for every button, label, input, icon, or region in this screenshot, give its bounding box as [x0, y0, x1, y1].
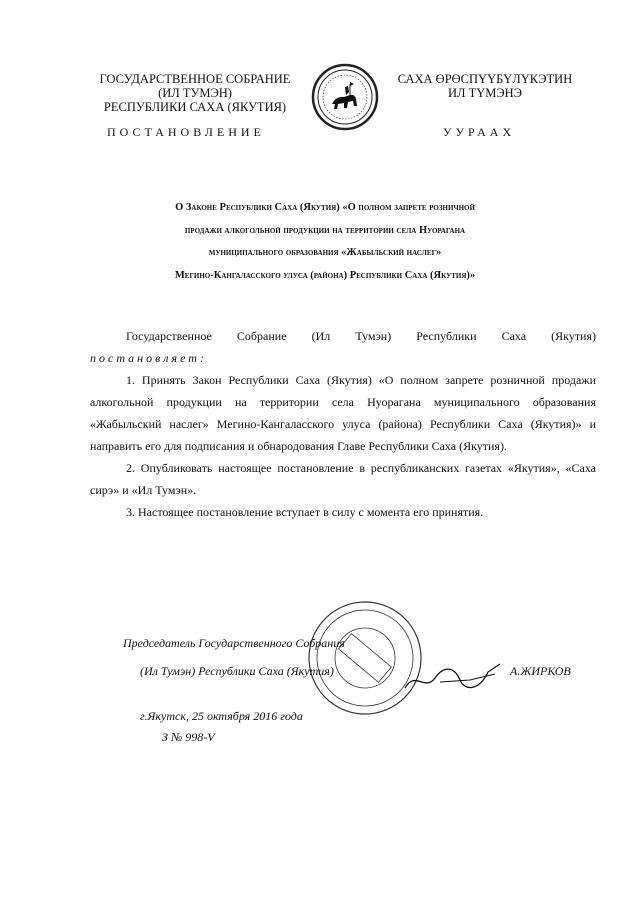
header-left-line1: ГОСУДАРСТВЕННОЕ СОБРАНИЕ [99, 72, 291, 86]
document-subject [120, 197, 530, 287]
intro-paragraph: Государственное Собрание (Ил Тумэн) Республики Саха (Якутия) [126, 329, 596, 343]
subject-line2: продажи алкогольной продукции на территории села Нуорагана [184, 224, 466, 236]
signatory-name: А.ЖИРКОВ [510, 664, 571, 678]
signatory-position-line2: (Ил Тумэн) Республики Саха (Якутия) [140, 664, 334, 678]
header-right-line2: ИЛ ТҮМЭНЭ [448, 86, 522, 100]
header-left-line2: (ИЛ ТУМЭН) [158, 86, 232, 100]
subject-line3: муниципального образования «Жабыльский наслег» [208, 247, 442, 258]
header-left-line3: РЕСПУБЛИКИ САХА (ЯКУТИЯ) [103, 100, 287, 114]
place-date: г.Якутск, 25 октября 2016 года [140, 709, 303, 723]
header-right [380, 72, 590, 100]
subject-line4: Мегино-Кангаласского улуса (района) Республики Саха (Якутия)» [174, 269, 476, 281]
handwritten-signature [400, 650, 510, 700]
item-2: 2. Опубликовать настоящее постановление в республиканских газетах «Якутия», «Саха сирэ» и «Ил Тумэн». [90, 461, 596, 497]
subject-line1: О Законе Республики Саха (Якутия) «О полном запрете розничной [175, 202, 475, 213]
resolves-word: постановляет: [90, 351, 207, 365]
doc-type-right: УУРААХ [443, 125, 516, 139]
header-right-line1: САХА ӨРӨСПҮҮБҮЛҮКЭТИН [397, 72, 573, 86]
item-3: 3. Настоящее постановление вступает в силу с момента его принятия. [126, 505, 484, 519]
item-1: 1. Принять Закон Республики Саха (Якутия) «О полном запрете розничной продажи алкогольной продукции на территории села Нуорагана муниципального образования «Жабыльский наслег» Мегино-Кангаласского улуса (района) Республики Саха (Якутия)» и направить его для подписания и обнародования Главе Республики Саха (Якутия). [90, 373, 596, 453]
signatory-position-line1: Председатель Государственного Собрания [123, 636, 345, 650]
doc-type-left: ПОСТАНОВЛЕНИЕ [107, 125, 265, 139]
document-body [90, 325, 596, 523]
coat-of-arms-emblem [310, 62, 380, 132]
document-number: З № 998-V [162, 730, 215, 744]
header-left [80, 72, 310, 114]
